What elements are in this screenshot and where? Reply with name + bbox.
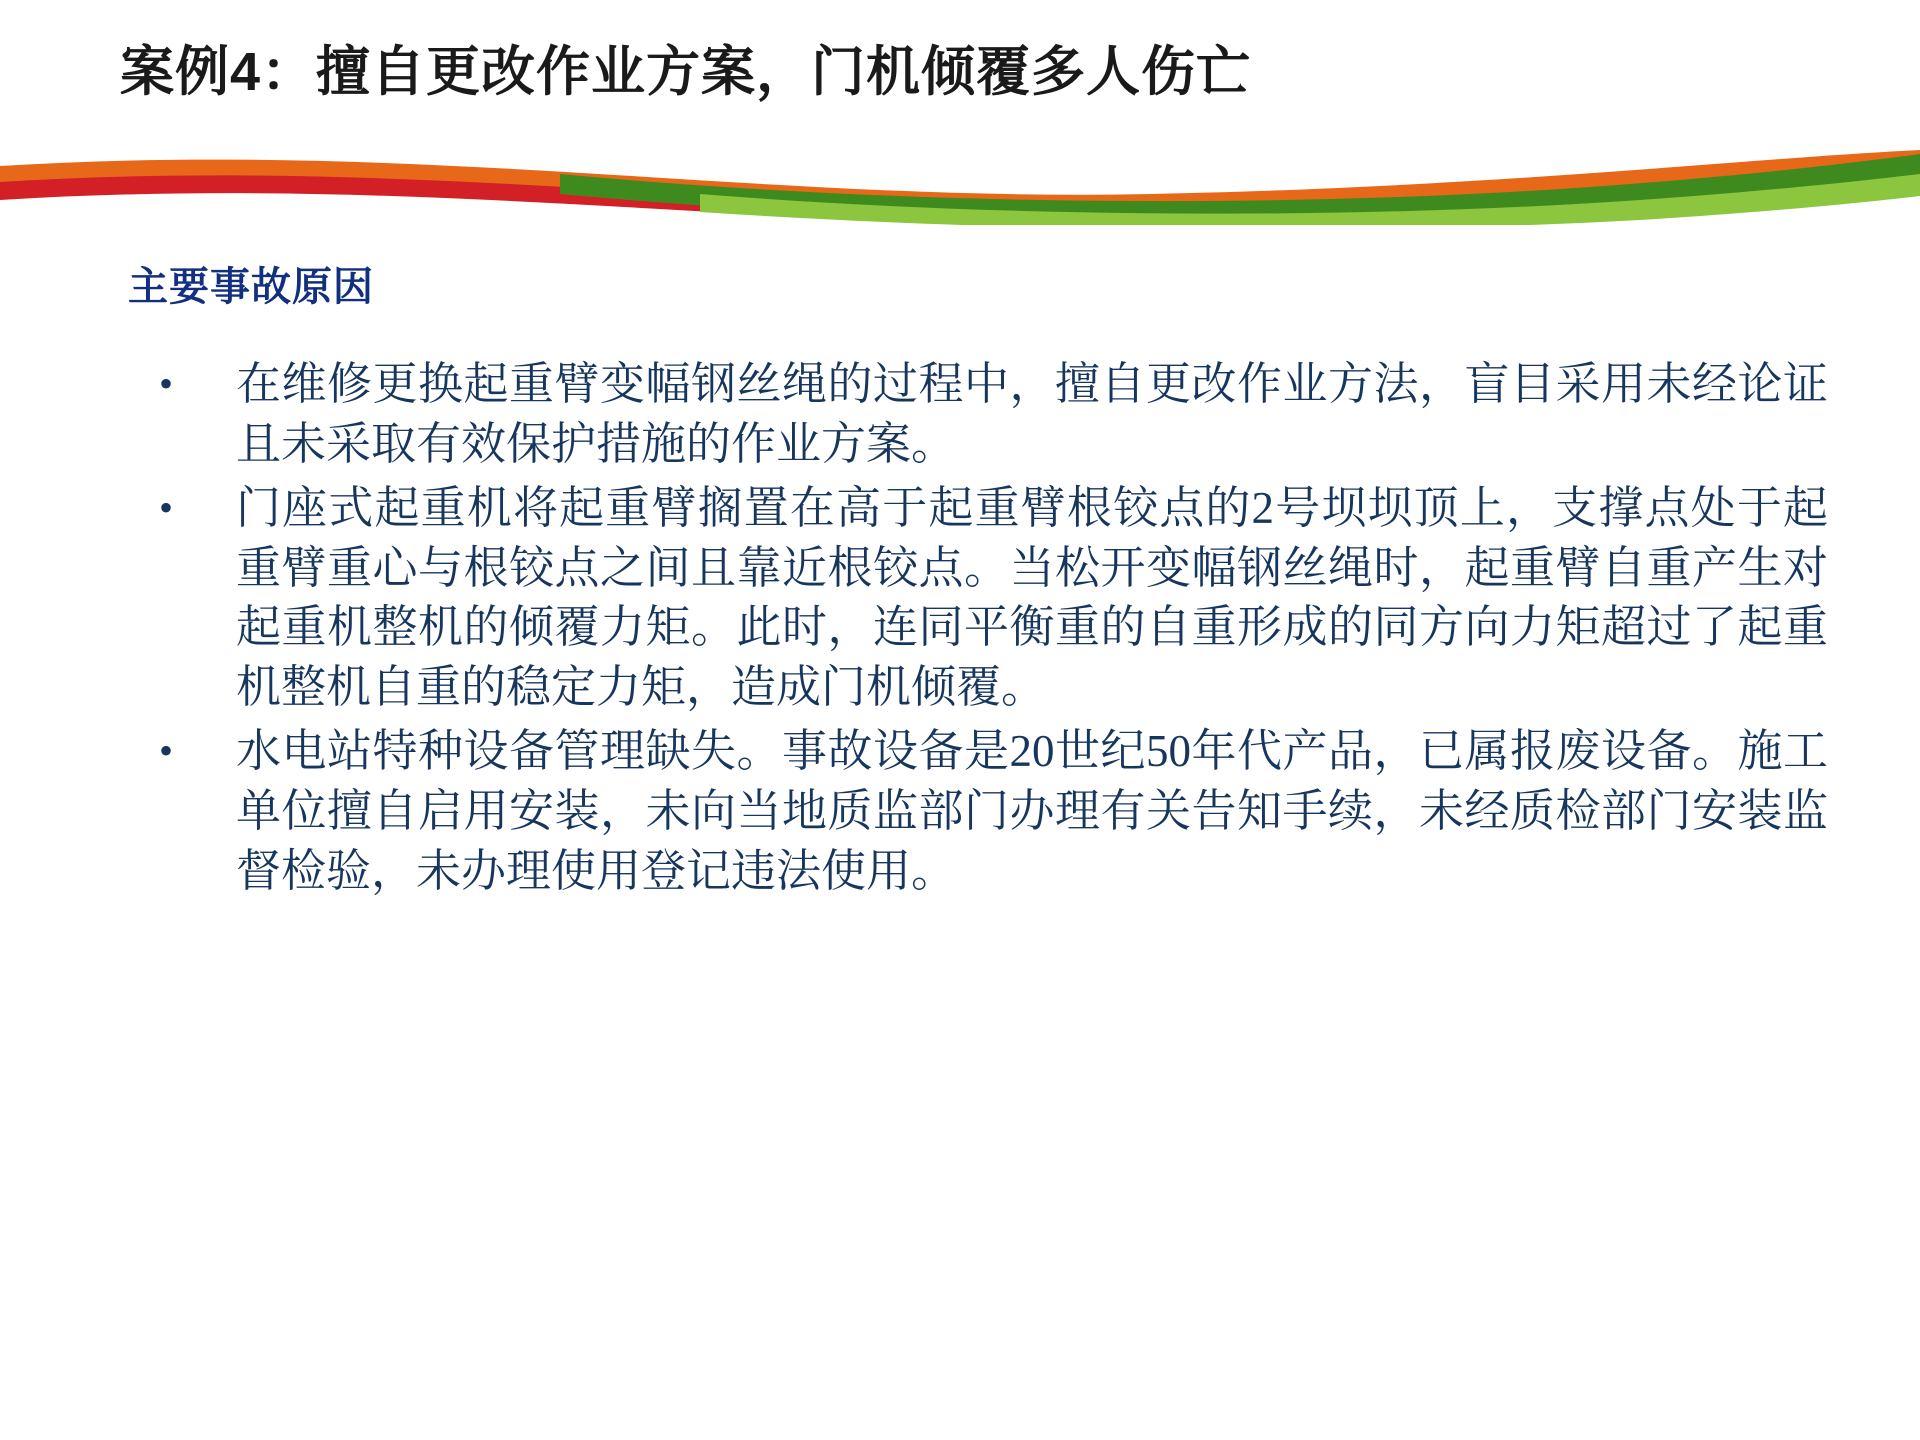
bullet-marker-icon: • bbox=[158, 728, 173, 774]
bullet-marker-icon: • bbox=[158, 361, 173, 406]
list-item bbox=[128, 355, 1828, 475]
list-item-text: 水电站特种设备管理缺失。事故设备是20世纪50年代产品，已属报废设备。施工单位擅自启用安装，未向当地质监部门办理有关告知手续，未经质检部门安装监督检验，未办理使用登记违法使用。 bbox=[236, 726, 1828, 896]
page-title: 案例4：擅自更改作业方案，门机倾覆多人伤亡 bbox=[120, 42, 1252, 102]
list-item bbox=[128, 722, 1828, 902]
bullet-marker-icon: • bbox=[158, 484, 173, 530]
section-heading: 主要事故原因 bbox=[128, 265, 374, 309]
decorative-swoosh-band bbox=[0, 150, 1920, 225]
list-item-text: 门座式起重机将起重臂搁置在高于起重臂根铰点的2号坝坝顶上，支撑点处于起重臂重心与根铰点之间且靠近根铰点。当松开变幅钢丝绳时，起重臂自重产生对起重机整机的倾覆力矩。此时，连同平衡重的自重形成的同方向力矩超过了起重机整机自重的稳定力矩，造成门机倾覆。 bbox=[236, 482, 1828, 713]
list-item-text: 在维修更换起重臂变幅钢丝绳的过程中，擅自更改作业方法，盲目采用未经论证且未采取有效保护措施的作业方案。 bbox=[236, 359, 1828, 469]
swoosh-icon bbox=[0, 150, 1920, 225]
list-item bbox=[128, 479, 1828, 718]
cause-bullet-list bbox=[128, 355, 1828, 906]
